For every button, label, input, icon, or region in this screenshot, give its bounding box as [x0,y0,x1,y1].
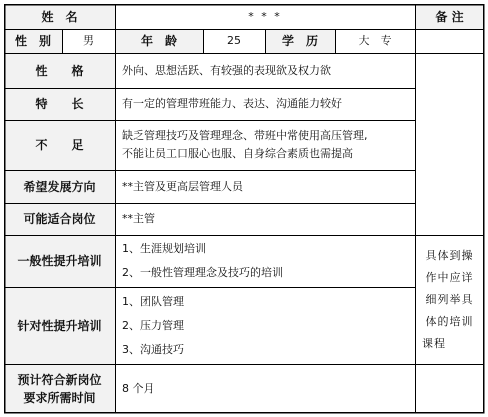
targeted-training-label: 针对性提升培训 [4,287,115,364]
strengths-value: 有一定的管理带班能力、表达、沟通能力较好 [115,88,415,120]
training-note-line: 课程 [422,336,446,350]
desired-direction-label: 希望发展方向 [4,170,115,203]
name-label: 姓 名 [4,4,115,29]
remark-cell [415,29,484,53]
weaknesses-line: 不能让员工口服心也服、自身综合素质也需提高 [122,147,353,160]
list-item: 2、一般性管理理念及技巧的培训 [122,266,283,279]
weaknesses-value [115,120,415,170]
list-item: 1、团队管理 [122,294,184,308]
training-note-line: 细列举具 [425,292,474,306]
time-required-label-line: 预计符合新岗位 [17,372,102,387]
education-value: 大 专 [335,29,415,53]
training-note [415,235,484,364]
list-item: 2、压力管理 [122,318,184,332]
remark-label: 备 注 [415,4,484,29]
general-training-label: 一般性提升培训 [4,235,115,287]
weaknesses-line: 缺乏管理技巧及管理理念、带班中常使用高压管理, [122,129,368,142]
general-training-items [115,235,415,287]
personality-label: 性 格 [4,53,115,88]
weaknesses-label: 不 足 [4,120,115,170]
training-note-line: 体的培训 [425,314,474,328]
suitable-position-value: **主管 [115,203,415,235]
gender-value: 男 [62,29,115,53]
time-required-label-line: 要求所需时间 [23,390,96,405]
age-value: 25 [203,29,265,53]
strengths-label: 特 长 [4,88,115,120]
education-label: 学 历 [265,29,335,53]
list-item: 3、沟通技巧 [122,342,184,356]
name-value: * * * [115,4,415,29]
targeted-training-items [115,287,415,364]
personality-value: 外向、思想活跃、有较强的表现欲及权力欲 [115,53,415,88]
suitable-position-label: 可能适合岗位 [4,203,115,235]
desired-direction-value: **主管及更高层管理人员 [115,170,415,203]
list-item: 1、生涯规划培训 [122,242,206,255]
training-note-line: 具体到操 [425,248,474,262]
age-label: 年 龄 [115,29,203,53]
time-remark-cell [415,364,484,413]
gender-label: 性 别 [4,29,62,53]
time-required-value: 8 个月 [115,364,415,413]
time-required-label [4,364,115,413]
training-note-line: 作中应详 [425,270,474,284]
